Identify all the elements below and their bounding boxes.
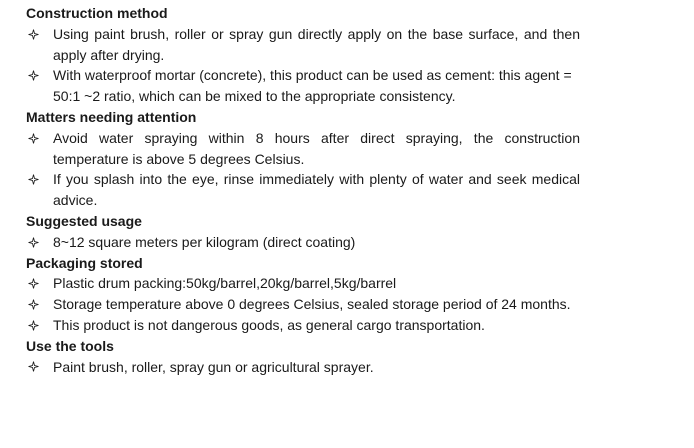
bullet-list: [26, 232, 580, 253]
bullet-list: [26, 24, 580, 107]
section-packaging-stored: [26, 253, 580, 336]
star-bullet-icon: [26, 357, 40, 378]
star-bullet-icon: [26, 65, 40, 86]
section-heading: Matters needing attention: [26, 108, 197, 125]
bullet-list: [26, 273, 580, 335]
bullet-text: Using paint brush, roller or spray gun directly apply on the base surface, and then apply after drying.: [53, 25, 580, 63]
bullet-text: Paint brush, roller, spray gun or agricultural sprayer.: [53, 358, 374, 375]
document-body: [26, 3, 580, 377]
bullet-item: [26, 294, 580, 315]
section-heading: Packaging stored: [26, 254, 143, 271]
section-matters-needing-attention: [26, 107, 580, 211]
bullet-item: [26, 24, 580, 66]
star-bullet-icon: [26, 273, 40, 294]
section-heading: Suggested usage: [26, 212, 142, 229]
bullet-text: This product is not dangerous goods, as general cargo transportation.: [53, 316, 485, 333]
bullet-item: [26, 65, 580, 107]
bullet-item: [26, 273, 580, 294]
star-bullet-icon: [26, 315, 40, 336]
section-construction-method: [26, 3, 580, 107]
bullet-text: Storage temperature above 0 degrees Celsius, sealed storage period of 24 months.: [53, 296, 571, 313]
star-bullet-icon: [26, 128, 40, 149]
bullet-list: [26, 128, 580, 211]
star-bullet-icon: [26, 24, 40, 45]
section-heading: Use the tools: [26, 337, 114, 354]
bullet-text: Plastic drum packing:50kg/barrel,20kg/barrel,5kg/barrel: [53, 275, 397, 292]
bullet-item: [26, 232, 580, 253]
bullet-item: [26, 315, 580, 336]
star-bullet-icon: [26, 169, 40, 190]
bullet-item: [26, 128, 580, 170]
bullet-item: [26, 357, 580, 378]
bullet-text: If you splash into the eye, rinse immediately with plenty of water and seek medical advice.: [53, 171, 580, 209]
star-bullet-icon: [26, 294, 40, 315]
bullet-text: 8~12 square meters per kilogram (direct coating): [53, 233, 356, 250]
bullet-text: With waterproof mortar (concrete), this product can be used as cement: this agent = 50:1 ~2 ratio, which can be mixed to the appropriate consistency.: [53, 67, 572, 105]
bullet-text: Avoid water spraying within 8 hours after direct spraying, the construction temperature is above 5 degrees Celsius.: [53, 129, 580, 167]
star-bullet-icon: [26, 232, 40, 253]
section-suggested-usage: [26, 211, 580, 253]
section-heading: Construction method: [26, 5, 168, 21]
bullet-list: [26, 357, 580, 378]
bullet-item: [26, 169, 580, 211]
section-use-the-tools: [26, 336, 580, 378]
